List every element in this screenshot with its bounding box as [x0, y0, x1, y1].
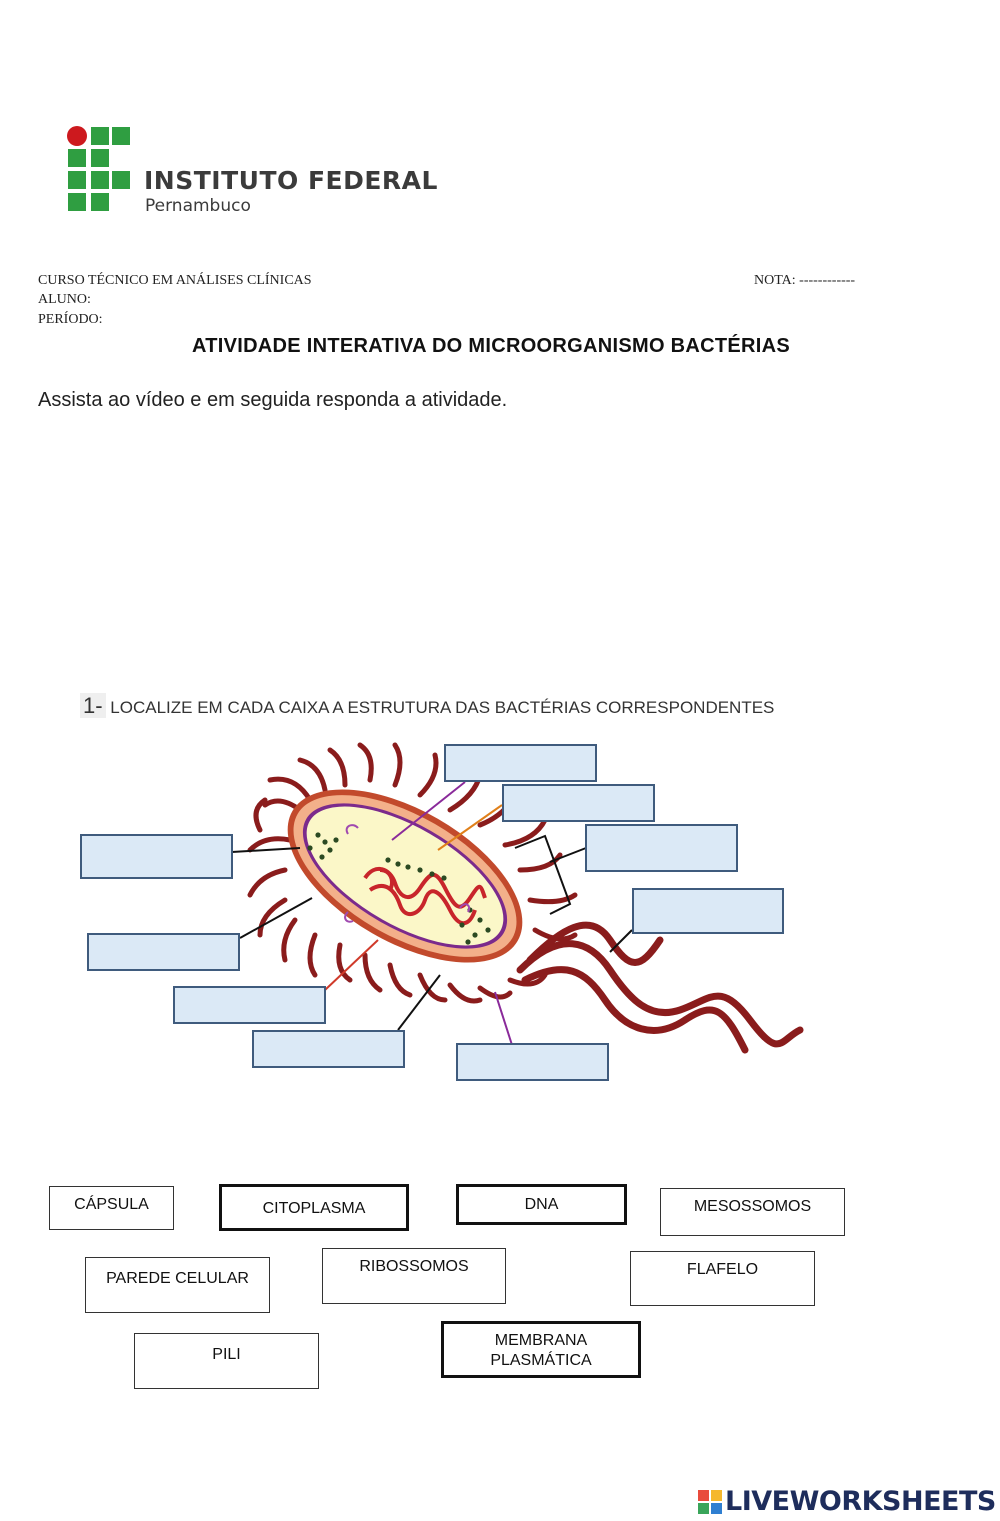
logo-grid-icon	[66, 125, 136, 215]
word-dna[interactable]: DNA	[456, 1184, 627, 1225]
word-membrana-plasmatica[interactable]: MEMBRANA PLASMÁTICA	[441, 1321, 641, 1378]
instruction-text: Assista ao vídeo e em seguida responda a atividade.	[38, 389, 508, 411]
logo-name: INSTITUTO FEDERAL	[144, 166, 438, 195]
answer-box-4[interactable]	[80, 834, 233, 879]
page-title: ATIVIDADE INTERATIVA DO MICROORGANISMO BACTÉRIAS	[191, 335, 791, 357]
question-heading	[80, 693, 774, 719]
answer-box-8[interactable]	[252, 1030, 405, 1068]
answer-box-7[interactable]	[173, 986, 326, 1024]
student-label: ALUNO:	[38, 292, 91, 307]
liveworksheets-text: LIVEWORKSHEETS	[725, 1486, 996, 1517]
word-mesossomos[interactable]: MESOSSOMOS	[660, 1188, 845, 1236]
answer-box-5[interactable]	[632, 888, 784, 934]
answer-box-6[interactable]	[87, 933, 240, 971]
word-citoplasma[interactable]: CITOPLASMA	[219, 1184, 409, 1231]
liveworksheets-brand	[697, 1486, 996, 1517]
logo-subname: Pernambuco	[145, 196, 251, 216]
grade-label: NOTA: ------------	[754, 273, 856, 288]
word-flafelo[interactable]: FLAFELO	[630, 1251, 815, 1306]
liveworksheets-logo-icon	[697, 1489, 723, 1515]
period-label: PERÍODO:	[38, 312, 103, 327]
answer-box-3[interactable]	[585, 824, 738, 872]
answer-box-2[interactable]	[502, 784, 655, 822]
word-capsula[interactable]: CÁPSULA	[49, 1186, 174, 1230]
answer-box-9[interactable]	[456, 1043, 609, 1081]
question-text: LOCALIZE EM CADA CAIXA A ESTRUTURA DAS BACTÉRIAS CORRESPONDENTES	[110, 698, 775, 717]
word-ribossomos[interactable]: RIBOSSOMOS	[322, 1248, 506, 1304]
answer-box-1[interactable]	[444, 744, 597, 782]
course-label: CURSO TÉCNICO EM ANÁLISES CLÍNICAS	[38, 273, 312, 288]
question-number: 1-	[80, 693, 106, 718]
word-parede-celular[interactable]: PAREDE CELULAR	[85, 1257, 270, 1313]
word-pili[interactable]: PILI	[134, 1333, 319, 1389]
flagellum	[520, 925, 800, 1050]
